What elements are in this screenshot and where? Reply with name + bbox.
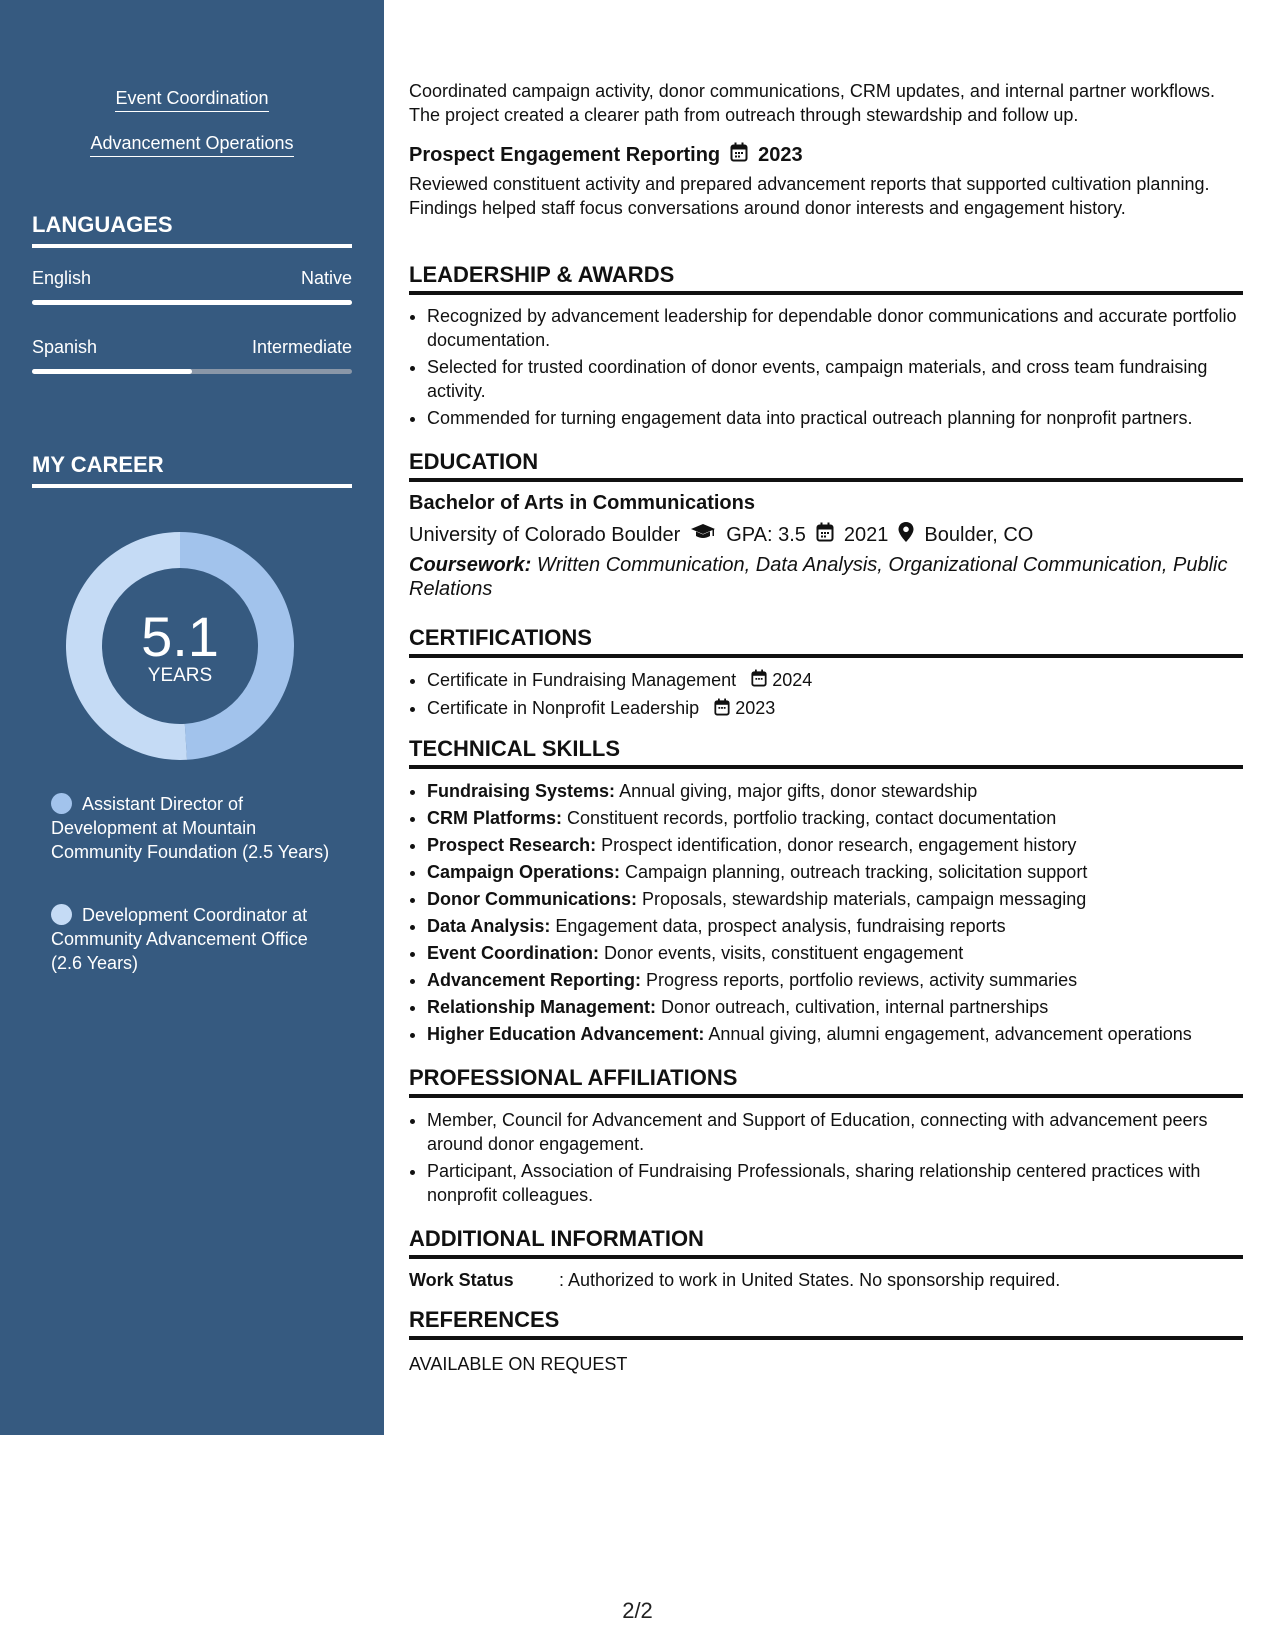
sidebar-link-advancement-operations[interactable]: Advancement Operations <box>0 133 384 154</box>
list-item: • Commended for turning engagement data into practical outreach planning for nonprofit partners. <box>427 406 1243 430</box>
language-level: Native <box>300 268 352 288</box>
school-name: University of Colorado Boulder <box>409 523 681 546</box>
list-item: • Campaign Operations: Campaign planning, outreach tracking, solicitation support <box>427 860 1243 884</box>
language-row-english <box>32 268 352 289</box>
project-intro-text: Coordinated campaign activity, donor communications, CRM updates, and internal partner workflows. The project created a clearer path from outreach through stewardship and follow up. <box>409 81 1216 125</box>
list-item: • Event Coordination: Donor events, visits, constituent engagement <box>427 941 1243 965</box>
career-legend-dot <box>51 904 72 925</box>
references-heading: REFERENCES <box>409 1307 1243 1340</box>
sidebar <box>0 0 384 1435</box>
list-item: • CRM Platforms: Constituent records, portfolio tracking, contact documentation <box>427 806 1243 830</box>
career-heading: MY CAREER <box>32 452 352 488</box>
list-item: • Data Analysis: Engagement data, prospect analysis, fundraising reports <box>427 914 1243 938</box>
list-item: • Recognized by advancement leadership for dependable donor communications and accurate portfolio documentation. <box>427 304 1243 352</box>
language-row-spanish <box>32 337 352 358</box>
list-item: • Donor Communications: Proposals, stewardship materials, campaign messaging <box>427 887 1243 911</box>
skills-list <box>409 779 1243 1049</box>
school-location: Boulder, CO <box>924 523 1034 546</box>
project-title: Prospect Engagement Reporting <box>409 143 721 166</box>
language-level: Intermediate <box>251 337 352 357</box>
list-item: • Higher Education Advancement: Annual giving, alumni engagement, advancement operations <box>427 1022 1243 1046</box>
graduation-cap-icon <box>690 523 716 547</box>
work-status-label: Work Status <box>409 1270 514 1290</box>
career-legend-dot <box>51 793 72 814</box>
list-item: • Selected for trusted coordination of donor events, campaign materials, and cross team fundraising activity. <box>427 355 1243 403</box>
project-title-row <box>409 142 803 168</box>
list-item: • Participant, Association of Fundraising Professionals, sharing relationship centered practices with nonprofit colleagues. <box>427 1159 1243 1207</box>
location-pin-icon <box>898 522 914 548</box>
career-years-value: 5.1 <box>141 605 219 668</box>
calendar-icon <box>816 522 834 548</box>
education-heading: EDUCATION <box>409 449 1243 482</box>
career-years-label: YEARS <box>147 665 213 686</box>
sidebar-link-event-coordination[interactable]: Event Coordination <box>0 88 384 109</box>
affiliations-heading: PROFESSIONAL AFFILIATIONS <box>409 1065 1243 1098</box>
project-year: 2023 <box>758 143 803 166</box>
additional-info-heading: ADDITIONAL INFORMATION <box>409 1226 1243 1259</box>
references-text: AVAILABLE ON REQUEST <box>409 1354 628 1374</box>
leadership-list <box>409 304 1243 433</box>
graduation-year: 2021 <box>843 523 889 546</box>
language-bar-english <box>32 300 352 305</box>
career-item: Development Coordinator at Community Advancement Office (2.6 Years) <box>51 905 308 973</box>
project-description: Reviewed constituent activity and prepared advancement reports that supported cultivation planning. Findings helped staff focus conversations around donor interests and engagement history. <box>409 174 1210 218</box>
list-item: • Certificate in Fundraising Management 2024 <box>427 668 1243 693</box>
page-number: 2/2 <box>622 1598 653 1623</box>
list-item: • Certificate in Nonprofit Leadership 2023 <box>427 696 1243 721</box>
calendar-icon <box>751 669 767 693</box>
work-status-value: : Authorized to work in United States. No sponsorship required. <box>559 1270 1061 1290</box>
language-name: Spanish <box>32 337 98 357</box>
calendar-icon <box>714 698 730 722</box>
language-name: English <box>32 268 92 288</box>
list-item: • Fundraising Systems: Annual giving, major gifts, donor stewardship <box>427 779 1243 803</box>
languages-heading: LANGUAGES <box>32 212 352 248</box>
calendar-icon <box>730 142 748 168</box>
leadership-heading: LEADERSHIP & AWARDS <box>409 262 1243 295</box>
work-status-row <box>409 1268 1243 1292</box>
coursework-label: Coursework: <box>409 554 532 576</box>
career-item: Assistant Director of Development at Mountain Community Foundation (2.5 Years) <box>51 794 330 862</box>
education-meta-row <box>409 522 1033 548</box>
list-item: • Member, Council for Advancement and Support of Education, connecting with advancement peers around donor engagement. <box>427 1108 1243 1156</box>
career-donut-chart <box>66 532 294 760</box>
degree-title: Bachelor of Arts in Communications <box>409 492 755 514</box>
affiliations-list <box>409 1108 1243 1210</box>
gpa: GPA: 3.5 <box>726 523 806 546</box>
language-bar-spanish <box>32 369 352 374</box>
skills-heading: TECHNICAL SKILLS <box>409 736 1243 769</box>
certifications-heading: CERTIFICATIONS <box>409 625 1243 658</box>
list-item: • Advancement Reporting: Progress reports, portfolio reviews, activity summaries <box>427 968 1243 992</box>
list-item: • Prospect Research: Prospect identification, donor research, engagement history <box>427 833 1243 857</box>
coursework-list: Written Communication, Data Analysis, Organizational Communication, Public Relations <box>409 554 1228 600</box>
certifications-list <box>409 668 1243 725</box>
list-item: • Relationship Management: Donor outreach, cultivation, internal partnerships <box>427 995 1243 1019</box>
coursework <box>409 553 1243 601</box>
